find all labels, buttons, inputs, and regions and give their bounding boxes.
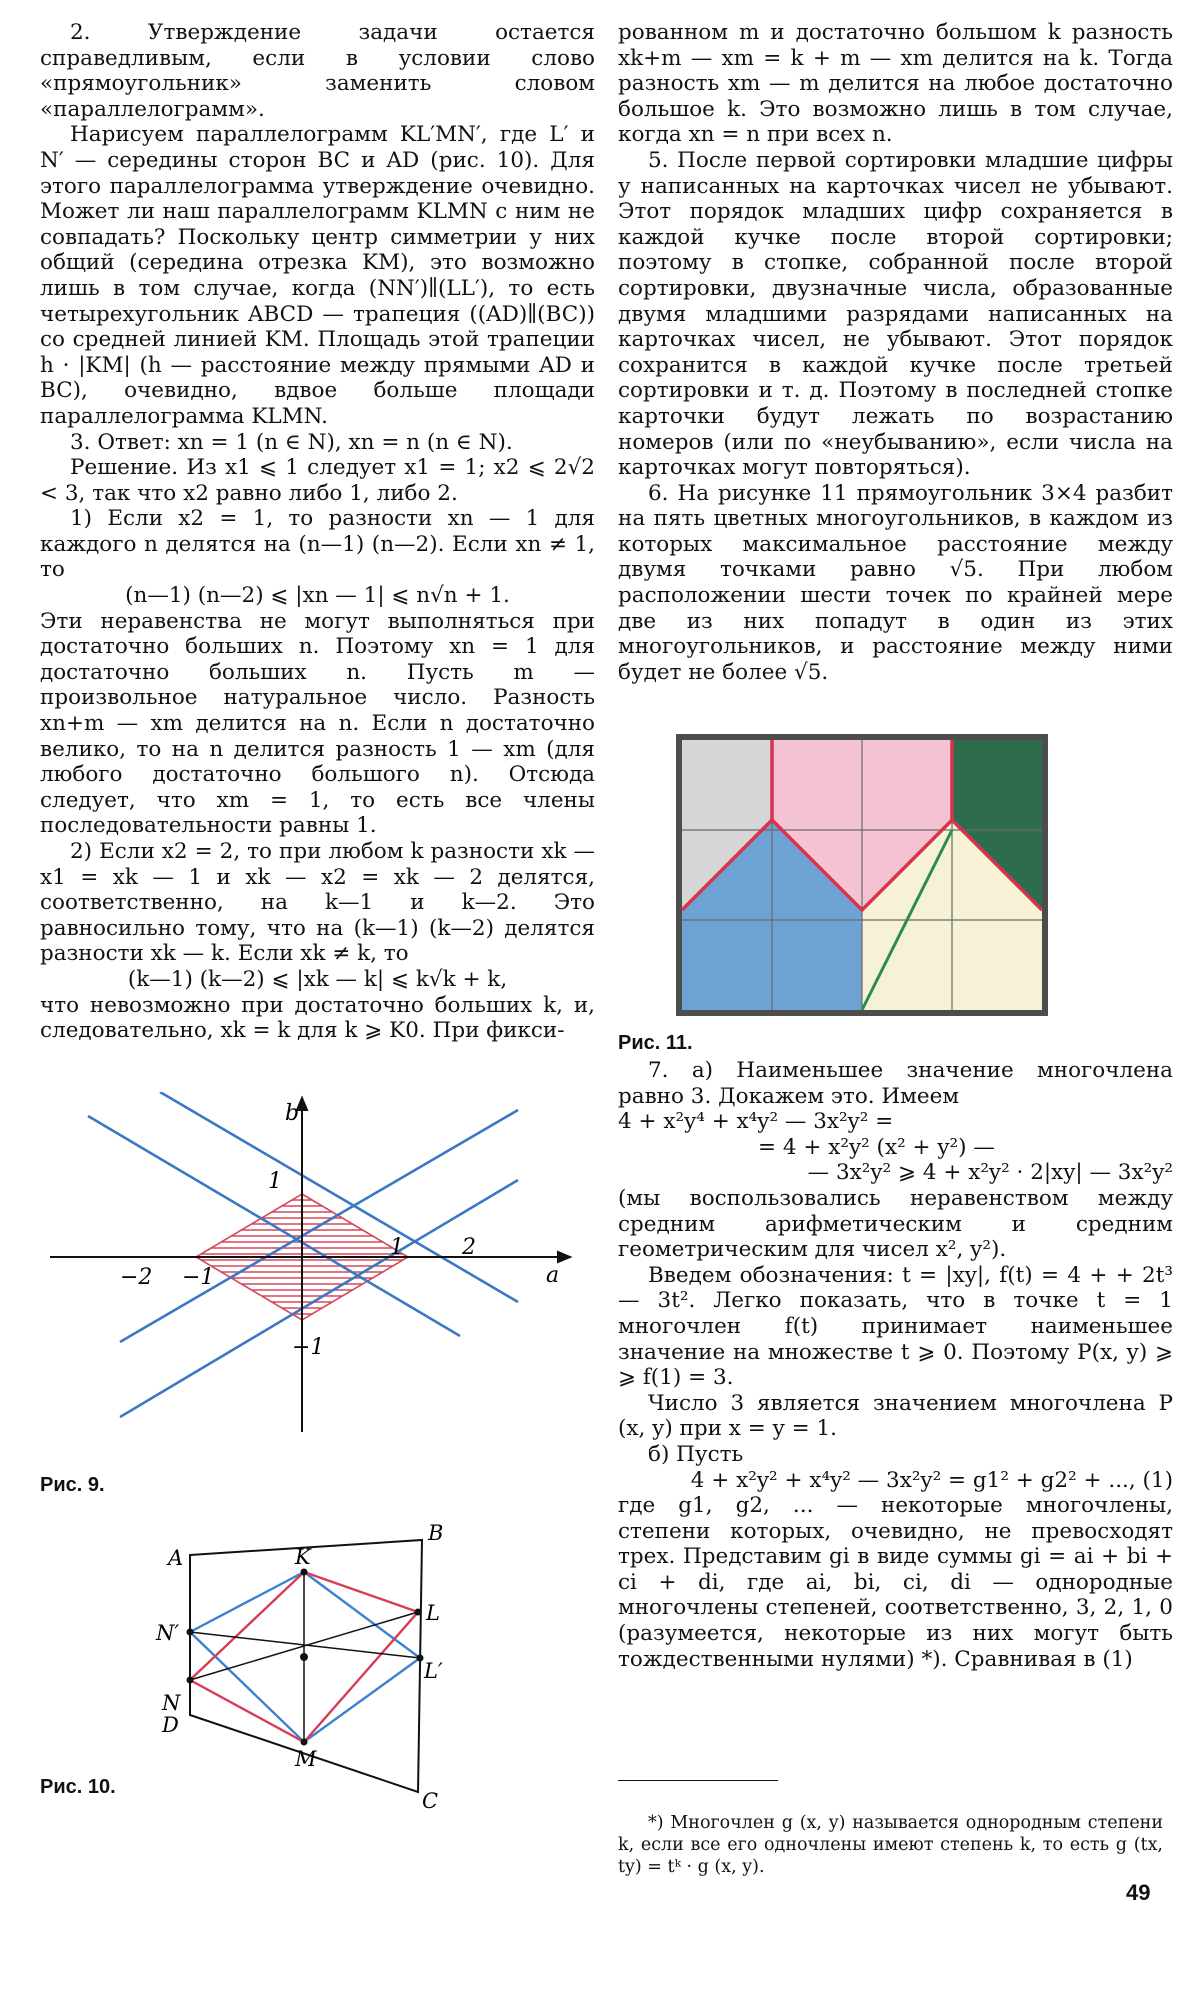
paragraph: 7. а) Наименьшее значение многочлена равно 3. Докажем это. Имеем (618, 1058, 1173, 1109)
footnote-rule (618, 1780, 778, 1781)
tick-label: 1 (268, 1169, 282, 1194)
figure-11-caption: Рис. 11. (618, 1032, 693, 1054)
vertex-label: N′ (156, 1621, 180, 1645)
paragraph: (мы воспользовались неравенством между средним арифметическим и средним геометрическим для чисел x², y²). (618, 1185, 1173, 1263)
tick-label: −1 (292, 1335, 325, 1360)
formula: 4 + x²y² + x⁴y² — 3x²y² = g1² + g2² + ..., (1) (690, 1467, 1173, 1493)
tick-label: 1 (390, 1235, 404, 1260)
paragraph: 5. После первой сортировки младшие цифры у написанных на карточках чисел не убывают. Этот порядок младших цифр сохраняется в каждой кучке после второй сортировки; поэтому в стопке, собранной после второй сортировки, двузначные числа, образованные двумя младшими разрядами написанных на карточках чисел, не убывают. Этот порядок сохранится в каждой кучке после третьей сортировки и т. д. Поэтому в последней стопке карточки будут лежать по возрастанию номеров (или по «неубыванию», если числа на карточках могут повторяться). (618, 147, 1173, 481)
right-column-top (618, 20, 1173, 685)
paragraph: 1) Если x2 = 1, то разности xn — 1 для каждого n делятся на (n—1) (n—2). Если xn ≠ 1, то (40, 506, 595, 583)
tick-label: −2 (120, 1265, 153, 1290)
paragraph: 6. На рисунке 11 прямоугольник 3×4 разбит на пять цветных многоугольников, в каждом из которых максимальное расстояние между двумя точками равно √5. При любом расположении шести точек по крайней мере две из них попадут в один из этих многоугольников, и расстояние между ними будет не более √5. (618, 480, 1173, 685)
y-axis-label: b (285, 1101, 300, 1126)
formula: (n—1) (n—2) ⩽ |xn — 1| ⩽ n√n + 1. (125, 583, 510, 609)
paragraph: где g1, g2, ... — некоторые многочлены, степени которых, очевидно, не превосходят трех. Представим gi в виде суммы gi = ai + bi + ci + di, где ai, bi, ci, di — однородные многочлены степеней, соответственно, 3, 2, 1, 0 (разумеется, некоторые из них могут быть тождественными нулями) *). Сравнивая в (1) (618, 1493, 1173, 1672)
center-point (300, 1653, 308, 1661)
page-number: 49 (1126, 1880, 1151, 1905)
paragraph: 2) Если x2 = 2, то при любом k разности xk — x1 = xk — 1 и xk — x2 = xk — 2 делятся, соответственно, на k—1 и k—2. Это равносильно тому, что на (k—1) (k—2) делятся разности xk — k. Если xk ≠ k, то (40, 839, 595, 967)
vertex-label: N (162, 1691, 181, 1715)
figure-10 (150, 1520, 450, 1810)
paragraph: рованном m и достаточно большом k разность xk+m — xm = k + m — xm делится на k. Тогда разность xm — m делится на любое достаточно большое k. Это возможно лишь в том случае, когда xn = n при всех n. (618, 20, 1173, 148)
x-arrow-icon (558, 1252, 570, 1262)
tick-label: 2 (462, 1235, 476, 1260)
vertex-label: D (162, 1713, 179, 1737)
paragraph: Введем обозначения: t = |xy|, f(t) = 4 + + 2t³ — 3t². Легко показать, что в точке t = 1 многочлен f(t) принимает наименьшее значение на множестве t ⩾ 0. Поэтому P(x, y) ⩾ ⩾ f(1) = 3. (618, 1262, 1173, 1391)
figure-9-caption: Рис. 9. (40, 1474, 105, 1496)
figure-9 (40, 1092, 580, 1432)
paragraph: что невозможно при достаточно больших k, и, следовательно, xk = k для k ⩾ K0. При фикси- (40, 992, 595, 1044)
vertex-label: A (168, 1546, 184, 1570)
footnote (618, 1812, 1163, 1878)
left-column (40, 20, 595, 1044)
vertex-label: L′ (424, 1659, 443, 1683)
paragraph: 2. Утверждение задачи остается справедливым, если в условии слово «прямоугольник» заменить словом «параллелограмм». (40, 20, 595, 122)
vertex-label: M (295, 1747, 317, 1771)
vertex-label: L (426, 1601, 440, 1625)
x-axis-label: a (546, 1263, 560, 1288)
paragraph: 3. Ответ: xn = 1 (n ∈ N), xn = n (n ∈ N). (70, 429, 513, 455)
figure-11 (672, 730, 1052, 1020)
footnote-text: *) Многочлен g (x, y) называется однородным степени k, если все его одночлены имеют степень k, то есть g (tx, ty) = tᵏ · g (x, y). (618, 1813, 1163, 1877)
formula: 4 + x²y⁴ + x⁴y² — 3x²y² = (618, 1109, 894, 1135)
figure-10-caption: Рис. 10. (40, 1776, 116, 1798)
paragraph: Решение. Из x1 ⩽ 1 следует x1 = 1; x2 ⩽ 2√2 < 3, так что x2 равно либо 1, либо 2. (40, 455, 595, 506)
formula: — 3x²y² ⩾ 4 + x²y² · 2|xy| — 3x²y² (807, 1160, 1173, 1186)
vertex-label: K (295, 1545, 311, 1569)
formula: (k—1) (k—2) ⩽ |xk — k| ⩽ k√k + k, (127, 966, 508, 992)
paragraph: Число 3 является значением многочлена P (x, y) при x = y = 1. (618, 1390, 1173, 1442)
paragraph: Нарисуем параллелограмм KL′MN′, где L′ и N′ — середины сторон BC и AD (рис. 10). Для этого параллелограмма утверждение очевидно. Может ли наш параллелограмм KLMN с ним не совпадать? Поскольку центр симметрии у них общий (середина отрезка KM), это возможно лишь в том случае, когда (NN′)∥(LL′), то есть четырехугольник ABCD — трапеция ((AD)∥(BC)) со средней линией KM. Площадь этой трапеции h · |KM| (h — расстояние между прямыми AD и BC), очевидно, вдвое больше площади параллелограмма KLMN. (40, 122, 595, 429)
formula: = 4 + x²y² (x² + y²) — (758, 1134, 995, 1160)
vertex-label: C (422, 1789, 439, 1810)
paragraph: б) Пусть (648, 1441, 744, 1467)
vertex-label: B (428, 1521, 444, 1545)
tick-label: −1 (182, 1265, 215, 1290)
right-column-bottom (618, 1058, 1173, 1672)
paragraph: Эти неравенства не могут выполняться при достаточно больших n. Поэтому xn = 1 для достаточно больших n. Пусть m — произвольное натуральное число. Разность xn+m — xm делится на n. Если n достаточно велико, то на n делится разность 1 — xm (для любого достаточно большого n). Отсюда следует, что xm = 1, то есть все члены последовательности равны 1. (40, 608, 595, 839)
